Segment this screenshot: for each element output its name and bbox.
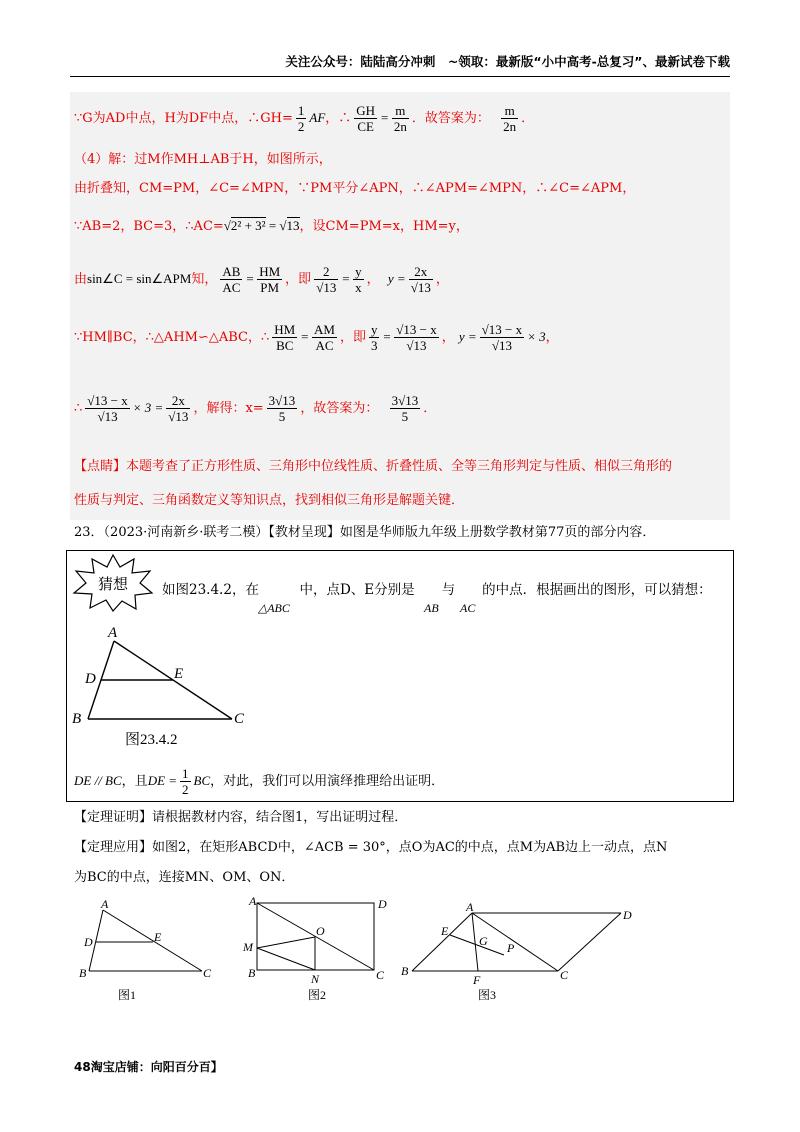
svg-text:D: D bbox=[378, 897, 387, 911]
ab-label: AB bbox=[424, 601, 439, 615]
svg-text:F: F bbox=[473, 973, 481, 987]
svg-text:O: O bbox=[316, 924, 325, 938]
fraction: $\frac{GH}{CE}$ bbox=[356, 103, 376, 134]
svg-text:E: E bbox=[154, 930, 162, 944]
svg-text:B: B bbox=[79, 966, 87, 980]
solution-line-2: （4）解：过M作MH⊥AB于H，如图所示， bbox=[74, 152, 332, 167]
svg-text:D: D bbox=[84, 935, 93, 949]
fraction: $\frac{m}{2n}$ bbox=[503, 103, 517, 134]
apply-line-2: 为BC的中点，连接MN、OM、ON． bbox=[74, 870, 295, 885]
vertex-label: E bbox=[174, 666, 184, 682]
solution-line-7: ∴ $\frac{√13 - x}{√13}$ × 3 = $\frac{2x}{√13}$ ，解得：x= $\frac{3√13}{5}$ ，故答案为： $\frac{3√13}{5}$ ． bbox=[74, 393, 437, 424]
vertex-label: C bbox=[234, 711, 245, 727]
fraction: $\frac{m}{2n}$ bbox=[393, 103, 407, 134]
svg-text:D: D bbox=[623, 908, 632, 922]
question-title: 23．（2023·河南新乡·联考二模）【教材呈现】如图是华师版九年级上册数学教材第77页的部分内容． bbox=[74, 525, 656, 540]
comment-line-2: 性质与判定、三角函数定义等知识点，找到相似三角形是解题关键． bbox=[74, 493, 465, 508]
solution-line-5: 由sin∠C = sin∠APM知， $\frac{AB}{AC}$ = $\frac{HM}{PM}$ ，即 $\frac{2}{√13}$ = $\frac{y}{x}$ ， y = $\frac{2x}{√13}$ ， bbox=[74, 264, 449, 295]
textbook-conclusion: DE // BC，且DE = $\frac{1}{2}$ BC，对此，我们可以用演绎推理给出证明． bbox=[74, 766, 445, 797]
svg-text:P: P bbox=[507, 941, 515, 955]
svg-text:图3: 图3 bbox=[478, 988, 497, 1002]
fraction: $\frac{1}{2}$ bbox=[297, 103, 305, 134]
svg-text:A: A bbox=[101, 897, 109, 911]
svg-text:G: G bbox=[479, 934, 488, 948]
svg-text:图1: 图1 bbox=[118, 988, 137, 1002]
figure-1 bbox=[80, 895, 230, 1010]
page-footer: 48淘宝店铺：向阳百分百】 bbox=[74, 1060, 223, 1074]
svg-text:A: A bbox=[249, 894, 257, 908]
svg-text:M: M bbox=[243, 940, 253, 954]
textbook-text-1: 如图23.4.2，在 中，点D、E分别是 与 的中点．根据画出的图形，可以猜想： bbox=[162, 582, 712, 598]
apply-line-1: 【定理应用】如图2，在矩形ABCD中，∠ACB = 30°，点O为AC的中点，点M为AB边上一动点，点N bbox=[74, 840, 668, 855]
svg-text:B: B bbox=[248, 966, 256, 980]
svg-text:N: N bbox=[311, 972, 320, 986]
svg-text:C: C bbox=[560, 968, 569, 982]
proof-prompt: 【定理证明】请根据教材内容，结合图1，写出证明过程． bbox=[74, 810, 408, 825]
abc-label: △ABC bbox=[258, 601, 290, 615]
vertex-label: A bbox=[108, 625, 118, 641]
text: ∵G为AD中点，H为DF中点，∴GH= bbox=[74, 111, 293, 126]
ac-label: AC bbox=[460, 601, 476, 615]
figure-3 bbox=[400, 895, 640, 1010]
solution-line-4: ∵AB=2，BC=3，∴AC=√2² + 3² = √13，设CM=PM=x，HM=y， bbox=[74, 218, 469, 234]
figure-2 bbox=[240, 895, 400, 1010]
svg-text:E: E bbox=[441, 924, 449, 938]
svg-text:B: B bbox=[401, 964, 409, 978]
solution-line-6: ∵HM∥BC，∴△AHM∽△ABC，∴ $\frac{HM}{BC}$ = $\frac{AM}{AC}$ ，即 $\frac{y}{3}$ = $\frac{√13 - x}{√13}$ ， y = $\frac{√13 - x}{√13}$ × 3， bbox=[74, 322, 559, 353]
solution-line-1: ∵G为AD中点，H为DF中点，∴GH= $\frac{1}{2}$ AF，∴ $\frac{GH}{CE}$ = $\frac{m}{2n}$ ．故答案为： $\frac{m}{2n}$ ． bbox=[74, 103, 535, 134]
figure-23-4-2 bbox=[70, 620, 270, 750]
vertex-label: B bbox=[72, 711, 82, 727]
vertex-label: D bbox=[85, 671, 96, 687]
comment-line-1: 【点睛】本题考查了正方形性质、三角形中位线性质、折叠性质、全等三角形判定与性质、相似三角形的 bbox=[74, 459, 673, 474]
figure-caption: 图23.4.2 bbox=[125, 732, 178, 748]
svg-text:C: C bbox=[203, 966, 212, 980]
svg-text:C: C bbox=[376, 968, 385, 982]
svg-text:A: A bbox=[466, 900, 474, 914]
guess-label: 猜想 bbox=[97, 575, 129, 593]
page-header: 关注公众号：陆陆高分冲刺 ~领取：最新版“小中高考-总复习”、最新试卷下载 bbox=[70, 52, 730, 77]
solution-line-3: 由折叠知，CM=PM，∠C=∠MPN，∵PM平分∠APN，∴∠APM=∠MPN，∴∠C=∠APM， bbox=[74, 181, 636, 196]
svg-text:图2: 图2 bbox=[308, 988, 327, 1002]
guess-star-badge bbox=[70, 553, 156, 613]
